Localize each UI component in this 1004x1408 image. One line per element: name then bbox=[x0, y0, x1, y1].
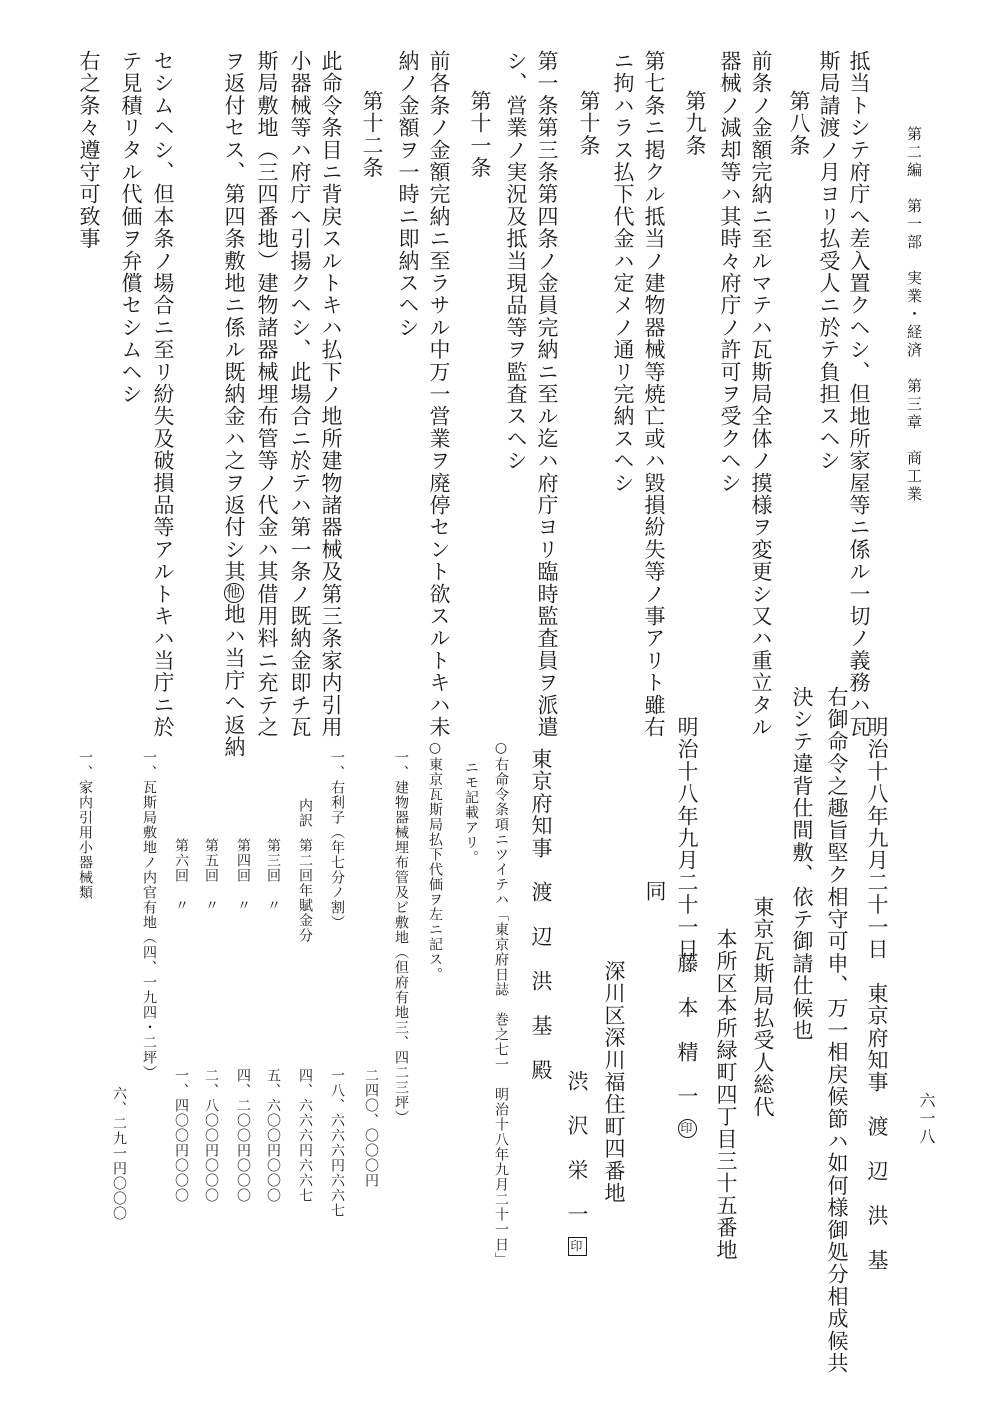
text-line bbox=[223, 50, 244, 758]
text-line: 斯局敷地（三四番地）建物諸器械埋布管等ノ代金ハ其借用料ニ充テ之 bbox=[255, 50, 279, 739]
closing-line: 右之条々遵守可致事 bbox=[77, 50, 101, 250]
price-item: 一、建物器械埋布管及ビ敷地（但府有地三、四二三坪） bbox=[393, 750, 409, 1125]
price-amount: 二四〇、〇〇〇円 bbox=[363, 1068, 379, 1188]
price-item: 一、右利子（年七分ノ割） bbox=[329, 750, 345, 930]
seal-mark: 印 bbox=[678, 1119, 697, 1138]
addressee: 東京府知事 渡 辺 洪 基 殿 bbox=[529, 748, 553, 1081]
article-heading: 第十二条 bbox=[360, 90, 384, 179]
breakdown-row-label: 第五回 〃 bbox=[203, 838, 219, 913]
breakdown-row-label: 第三回 〃 bbox=[265, 838, 281, 913]
article-heading: 第十一条 bbox=[468, 90, 492, 179]
breakdown-row-amount: 一、四〇〇円〇〇〇 bbox=[173, 1068, 189, 1203]
text-line-main: ヲ返付セス、第四条敷地ニ係ル既納金ハ之ヲ返付シ其 bbox=[222, 50, 246, 583]
same-mark: 同 bbox=[643, 880, 667, 903]
text-line: 小器械等ハ府庁へ引揚クヘシ、此場合ニ於テハ第一条ノ既納金即チ瓦 bbox=[288, 50, 312, 739]
text-line: セシムヘシ、但本条ノ場合ニ至リ紛失及破損品等アルトキハ当庁ニ於 bbox=[151, 50, 175, 739]
text-line: 此命令条目ニ背戻スルトキハ払下ノ地所建物諸器械及第三条家内引用 bbox=[319, 50, 343, 739]
pledge-text: 右御命令之趣旨堅ク相守可申、万一相戻候節ハ如何様御処分相成候共 bbox=[825, 686, 849, 1375]
signer-name-text: 藤 本 精 一 bbox=[675, 952, 699, 1108]
article-heading: 第十条 bbox=[577, 90, 601, 157]
breakdown-label: 内訳 bbox=[297, 798, 313, 828]
date-line: 明治十八年九月二十一日 bbox=[675, 716, 699, 961]
text-line: 前条ノ金額完納ニ至ルマテハ瓦斯局全体ノ摸様ヲ変更シ又ハ重立タル bbox=[749, 50, 773, 739]
text-line: シ、営業ノ実況及抵当現品等ヲ監査スヘシ bbox=[504, 50, 528, 472]
text-line: ニ拘ハラス払下代金ハ定メノ通リ完納スヘシ bbox=[611, 50, 635, 494]
breakdown-row-label: 第四回 〃 bbox=[235, 838, 251, 913]
running-head: 第二編 第一部 実業・経済 第三章 商工業 bbox=[905, 126, 923, 504]
marker-other: 他 bbox=[224, 583, 244, 603]
breakdown-row-amount: 四、六六六円六六七 bbox=[297, 1068, 313, 1203]
signer-name-text: 渋 沢 栄 一 bbox=[565, 1070, 589, 1226]
note: ニモ記載アリ。 bbox=[463, 760, 479, 865]
text-line: 第一条第三条第四条ノ金員完納ニ至ル迄ハ府庁ヨリ臨時監査員ヲ派遣 bbox=[535, 50, 559, 739]
signer-address: 深川区深川福住町四番地 bbox=[602, 960, 626, 1205]
text-line: 前各条ノ金額完納ニ至ラサル中万一営業ヲ廃停セント欲スルトキハ未 bbox=[427, 50, 451, 739]
breakdown-row-amount: 二、八〇〇円〇〇〇 bbox=[203, 1068, 219, 1203]
breakdown-row-label: 第六回 〃 bbox=[173, 838, 189, 913]
note: ○東京瓦斯局払下代価ヲ左ニ記ス。 bbox=[427, 740, 443, 982]
date-line: 明治十八年九月二十一日 東京府知事 渡 辺 洪 基 bbox=[865, 716, 889, 1271]
signer-name bbox=[676, 952, 697, 1138]
signer-title: 東京瓦斯局払受人総代 bbox=[751, 896, 775, 1118]
price-amount: 六、二九一円〇〇〇 bbox=[111, 1086, 127, 1221]
price-item: 一、家内引用小器械類 bbox=[77, 750, 93, 900]
text-line: 抵当トシテ府庁へ差入置クヘシ、但地所家屋等ニ係ル一切ノ義務ハ瓦 bbox=[847, 50, 871, 739]
text-line: テ見積リタル代価ヲ弁償セシムヘシ bbox=[119, 50, 143, 406]
price-item: 一、瓦斯局敷地ノ内官有地（四、一九四・二坪） bbox=[141, 750, 157, 1080]
note: ○右命令条項ニツイテハ「東京府日誌 巻之七一 明治十八年九月二十一日」 bbox=[493, 740, 509, 1267]
text-line: 第七条ニ掲クル抵当ノ建物器械等焼亡或ハ毀損紛失等ノ事アリト雖右 bbox=[642, 50, 666, 739]
text-line: 斯局請渡ノ月ヨリ払受人ニ於テ負担スヘシ bbox=[817, 50, 841, 472]
article-heading: 第九条 bbox=[683, 90, 707, 157]
text-line: 納ノ金額ヲ一時ニ即納スヘシ bbox=[396, 50, 420, 339]
breakdown-row-amount: 五、六〇〇円〇〇〇 bbox=[265, 1068, 281, 1203]
price-amount: 一八、六六六円六六七 bbox=[329, 1068, 345, 1218]
text-line: 器械ノ減却等ハ其時々府庁ノ許可ヲ受クヘシ bbox=[718, 50, 742, 494]
page-number: 六一八 bbox=[917, 1092, 936, 1146]
text-line-rest: 地ハ当庁へ返納 bbox=[222, 602, 246, 759]
signer-name bbox=[566, 1070, 587, 1256]
breakdown-row-amount: 四、二〇〇円〇〇〇 bbox=[235, 1068, 251, 1203]
signer-address: 本所区本所緑町四丁目三十五番地 bbox=[714, 928, 738, 1261]
pledge-text: 決シテ違背仕間敷、依テ御請仕候也 bbox=[790, 686, 814, 1042]
breakdown-row-label: 第二回年賦金分 bbox=[297, 838, 313, 943]
article-heading: 第八条 bbox=[787, 90, 811, 157]
seal-mark: 印 bbox=[568, 1237, 587, 1256]
